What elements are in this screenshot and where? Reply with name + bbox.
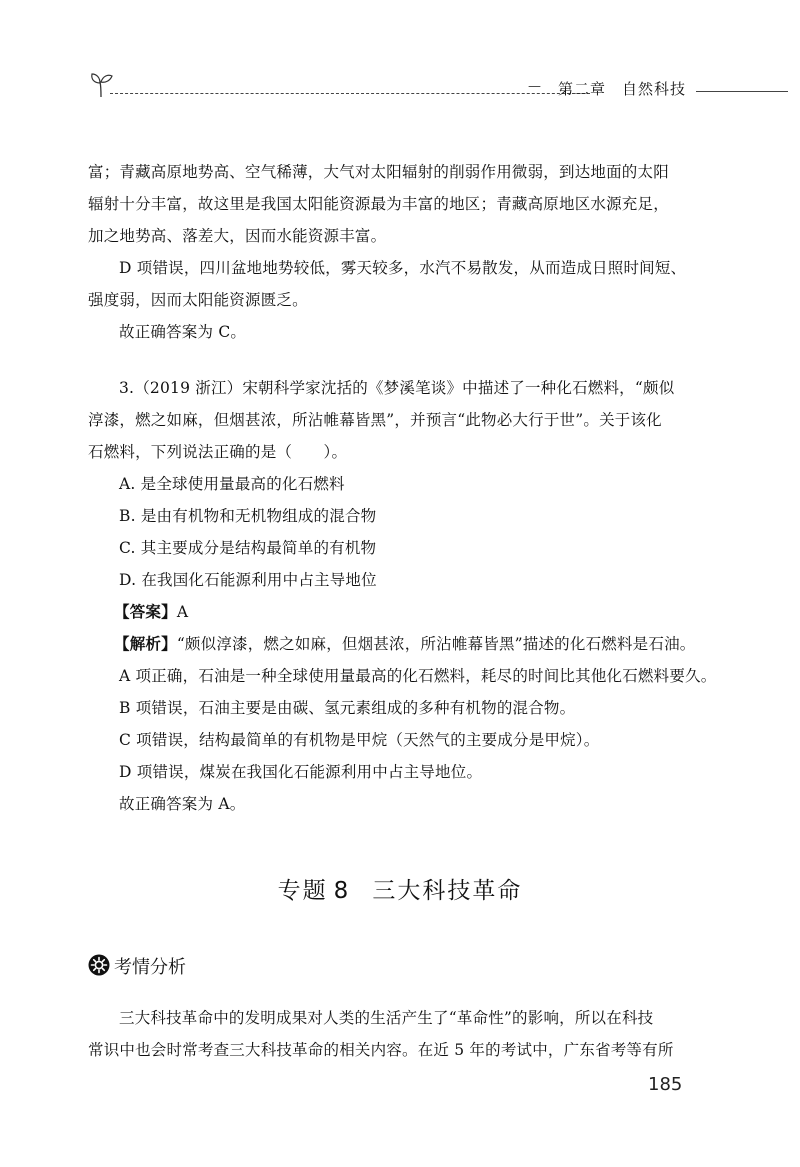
option-a: A. 是全球使用量最高的化石燃料 xyxy=(119,475,345,493)
question-stem-line: 3.（2019 浙江）宋朝科学家沈括的《梦溪笔谈》中描述了一种化石燃料，“颇似 xyxy=(119,379,675,397)
topic-prefix: 专题 xyxy=(277,878,328,904)
section-label: 考情分析 xyxy=(114,957,186,978)
paragraph-line: 强度弱，因而太阳能资源匮乏。 xyxy=(88,291,308,309)
paragraph-line: D 项错误，四川盆地地势较低，雾天较多，水汽不易散发，从而造成日照时间短、 xyxy=(119,259,687,277)
topic-title xyxy=(0,872,800,905)
gear-icon xyxy=(88,954,110,976)
paragraph-line: 辐射十分丰富，故这里是我国太阳能资源最为丰富的地区；青藏高原地区水源充足， xyxy=(88,195,669,213)
topic-number: 8 xyxy=(333,878,351,904)
option-b: B. 是由有机物和无机物组成的混合物 xyxy=(119,507,377,525)
answer-value: A xyxy=(176,603,189,621)
chapter-title: 第二章 自然科技 xyxy=(558,80,687,98)
header-rule-right xyxy=(696,91,788,92)
paragraph-line: 常识中也会时常考查三大科技革命的相关内容。在近 5 年的考试中，广东省考等有所 xyxy=(88,1041,674,1059)
analysis-label: 【解析】 xyxy=(114,634,177,653)
running-header xyxy=(88,66,788,106)
header-rule-left xyxy=(110,93,590,94)
analysis-line: B 项错误，石油主要是由碳、氢元素组成的多种有机物的混合物。 xyxy=(119,699,576,717)
page-number: 185 xyxy=(648,1074,683,1095)
paragraph-line: 加之地势高、落差大，因而水能资源丰富。 xyxy=(88,227,387,245)
option-d: D. 在我国化石能源利用中占主导地位 xyxy=(119,571,377,589)
paragraph-line: 富；青藏高原地势高、空气稀薄，大气对太阳辐射的削弱作用微弱，到达地面的太阳 xyxy=(88,163,669,181)
question-stem-line: 石燃料，下列说法正确的是（ ）。 xyxy=(88,443,348,461)
answer-conclusion: 故正确答案为 A。 xyxy=(119,795,246,813)
answer-label: 【答案】 xyxy=(114,602,177,621)
analysis-text: “颇似淳漆，燃之如麻，但烟甚浓，所沾帷幕皆黑”描述的化石燃料是石油。 xyxy=(176,635,696,653)
option-c: C. 其主要成分是结构最简单的有机物 xyxy=(119,539,377,557)
analysis-line: A 项正确，石油是一种全球使用量最高的化石燃料，耗尽的时间比其他化石燃料要久。 xyxy=(119,667,717,685)
answer-line xyxy=(114,600,188,622)
paragraph-line: 三大科技革命中的发明成果对人类的生活产生了“革命性”的影响，所以在科技 xyxy=(119,1009,654,1027)
question-stem-line: 淳漆，燃之如麻，但烟甚浓，所沾帷幕皆黑”，并预言“此物必大行于世”。关于该化 xyxy=(88,411,662,429)
analysis-line: D 项错误，煤炭在我国化石能源利用中占主导地位。 xyxy=(119,763,483,781)
analysis-line xyxy=(114,632,695,654)
answer-conclusion: 故正确答案为 C。 xyxy=(119,323,247,341)
header-dashes: — xyxy=(528,79,543,94)
analysis-line: C 项错误，结构最简单的有机物是甲烷（天然气的主要成分是甲烷）。 xyxy=(119,731,600,749)
topic-name: 三大科技革命 xyxy=(372,878,523,904)
